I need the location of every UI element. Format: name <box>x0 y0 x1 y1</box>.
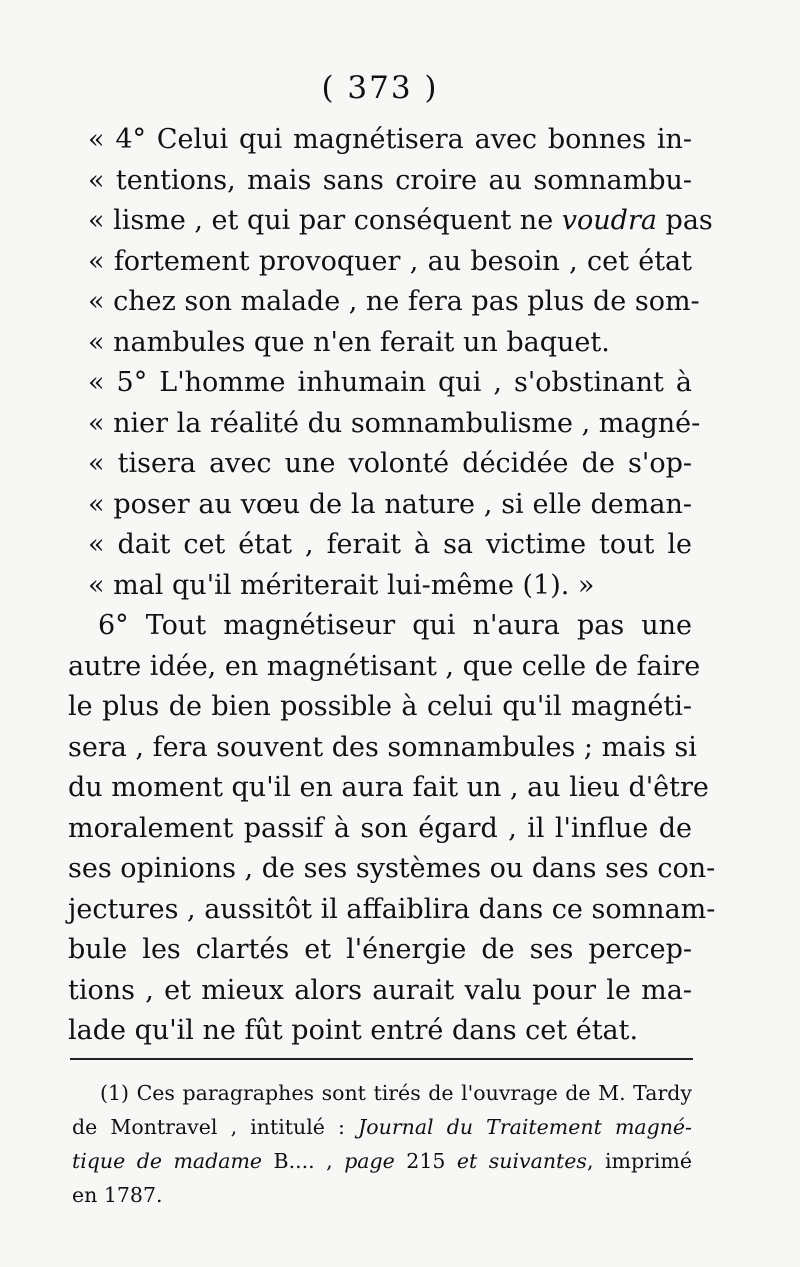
footnote-text: B.... , <box>262 1149 345 1173</box>
text-line: « nier la réalité du somnambulisme , magné- <box>88 407 701 439</box>
text-line: « fortement provoquer , au besoin , cet état <box>88 245 692 277</box>
text-line: « mal qu'il mériterait lui-même (1). » <box>88 569 595 601</box>
text-line-start: « lisme , et qui par conséquent ne <box>88 205 562 236</box>
footnote-italic: page <box>344 1149 395 1173</box>
text-line: 6° Tout magnétiseur qui n'aura pas une <box>98 610 692 641</box>
text-line: tions , et mieux alors aurait valu pour le ma- <box>68 974 692 1006</box>
footnote-line <box>72 1144 692 1178</box>
body-text <box>68 120 716 1052</box>
footnote-text: de Montravel , intitulé : <box>72 1115 359 1139</box>
text-line: « dait cet état , ferait à sa victime tout le <box>88 529 692 560</box>
footnote-title-italic: Journal du Traitement magné- <box>358 1115 692 1139</box>
footnote-line <box>72 1110 692 1144</box>
text-line: lade qu'il ne fût point entré dans cet état. <box>68 1015 639 1046</box>
text-line: moralement passif à son égard , il l'influe de <box>68 812 692 844</box>
text-line: « poser au vœu de la nature , si elle deman- <box>88 488 692 520</box>
text-line: « tentions, mais sans croire au somnambu- <box>88 164 692 196</box>
text-line: « 5° L'homme inhumain qui , s'obstinant à <box>88 367 692 398</box>
footnote-text: , imprimé <box>586 1149 693 1173</box>
footnote <box>72 1076 692 1212</box>
text-line: du moment qu'il en aura fait un , au lieu d'être <box>68 772 709 803</box>
footnote-italic: et suivantes <box>456 1149 587 1173</box>
text-line: sera , fera souvent des somnambules ; mais si <box>68 731 697 763</box>
text-line: ses opinions , de ses systèmes ou dans ses con- <box>68 853 716 884</box>
text-line: bule les clartés et l'énergie de ses percep- <box>68 934 692 965</box>
italic-word: voudra <box>561 205 657 236</box>
text-line-end: pas <box>656 205 713 236</box>
text-line: « chez son malade , ne fera pas plus de som- <box>88 286 700 317</box>
text-line: « tisera avec une volonté décidée de s'op- <box>88 448 692 479</box>
text-line: « 4° Celui qui magnétisera avec bonnes in- <box>88 124 692 155</box>
text-line: jectures , aussitôt il affaiblira dans ce somnam- <box>68 893 716 925</box>
footnote-divider <box>70 1058 693 1060</box>
footnote-line: en 1787. <box>72 1183 163 1207</box>
footnote-title-italic: tique de madame <box>72 1149 263 1173</box>
footnote-line: (1) Ces paragraphes sont tirés de l'ouvrage de M. Tardy <box>100 1081 692 1105</box>
footnote-text: 215 <box>394 1149 457 1173</box>
text-line <box>68 201 713 242</box>
text-line: « nambules que n'en ferait un baquet. <box>88 326 610 358</box>
page-number: ( 373 ) <box>321 70 439 106</box>
text-line: le plus de bien possible à celui qu'il magnéti- <box>68 691 692 722</box>
text-line: autre idée, en magnétisant , que celle de faire <box>68 650 701 682</box>
